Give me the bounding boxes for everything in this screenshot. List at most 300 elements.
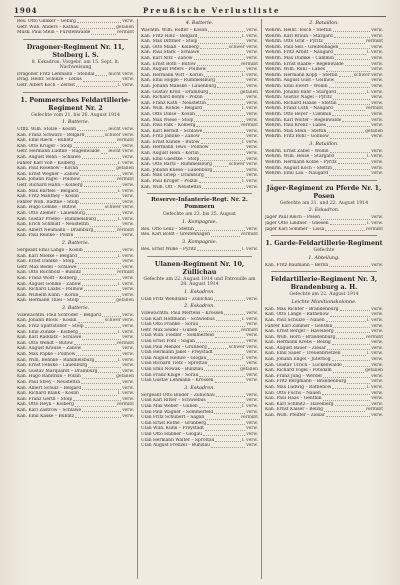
leader-dots (77, 19, 121, 23)
soldier-name: Sergeant Otto Binder – Züllichau (141, 392, 215, 398)
casualty-status: leicht verw. (108, 127, 134, 133)
casualty-status: l. verw. (117, 216, 134, 222)
leader-dots (201, 134, 245, 138)
casualty-entry (141, 185, 258, 191)
soldier-name: Wehrm. Gustav Nagel – Pyritz (265, 95, 332, 101)
soldier-name: Kan. Karl Berndt – Schlawe (141, 128, 203, 134)
casualty-status: l. verw. (366, 220, 383, 226)
soldier-name: Ulan Emil Nowak – Bunzlau (141, 367, 204, 373)
leader-dots (85, 133, 103, 137)
leader-dots (342, 118, 370, 122)
casualty-status: verw. (246, 156, 258, 162)
leader-dots (80, 200, 121, 204)
leader-dots (330, 134, 370, 138)
leader-dots (347, 379, 370, 383)
casualty-status: vermißt (240, 327, 258, 333)
leader-dots (330, 312, 370, 316)
leader-dots (207, 101, 245, 105)
leader-dots (339, 45, 370, 49)
soldier-name: Kan. August Hein – Körlin (141, 151, 199, 157)
soldier-name: Ulan Wilh. Kühn – Freystadt (141, 426, 204, 432)
soldier-name: Kan. Richard Böhm – Polzin (141, 95, 203, 101)
soldier-name: Wehrm. Wilh. Heise – Stargard (265, 154, 334, 160)
leader-dots (210, 145, 246, 149)
casualty-status: verw. (246, 392, 258, 398)
casualty-status: verw. (246, 378, 258, 384)
casualty-status: schwer verw. (104, 205, 134, 211)
text-column-2 (138, 19, 262, 579)
leader-dots (199, 404, 241, 408)
soldier-name: Kan. Otto Lange – Rathenow (265, 312, 329, 318)
casualty-status: l. verw. (117, 357, 134, 363)
soldier-name: Kan. Hermann Krebs – Belzig (265, 340, 331, 346)
leader-dots (200, 151, 245, 155)
casualty-status: verw. (371, 55, 383, 61)
section-divider (271, 180, 377, 181)
soldier-name: Ulan Wilh. Fiedler – Sommerfeld (141, 333, 214, 339)
soldier-name: Kan. Otto Ziemer – Lauenburg (17, 210, 85, 216)
leader-dots (335, 154, 366, 158)
soldier-name: Kan. Fritz Manthey – Köslin (17, 194, 79, 200)
casualty-status: verw. (371, 215, 383, 221)
casualty-status: verw. (371, 357, 383, 363)
casualty-entry (141, 247, 258, 253)
soldier-name: Kan. Karl Mielke – Belgard (17, 253, 78, 259)
casualty-status: l. verw. (366, 154, 383, 160)
soldier-name: Kan. Wilh. Horn – Brandenburg (265, 334, 336, 340)
casualty-status: vermißt (116, 138, 134, 144)
regiment-heading: 1. Garde-Feldartillerie-Regiment (265, 239, 383, 248)
regiment-subheading: Gefechte am 23. bis 25. August (162, 212, 237, 218)
soldier-name: Ulan Fritz Wendland – Züllichau (141, 296, 213, 302)
casualty-status: verw. (371, 379, 383, 385)
leader-dots (338, 160, 371, 164)
casualty-status: schwer verw. (228, 44, 258, 50)
soldier-name: Kan. Richard Laabs – Pollnow (17, 287, 84, 293)
soldier-name: Kan. Otto Heyn – Kolberg (17, 402, 74, 408)
soldier-name: Res. Otto Lenz – Stettin (141, 226, 194, 232)
leader-dots (88, 363, 121, 367)
casualty-status: verw. (122, 194, 134, 200)
leader-dots (214, 297, 245, 301)
casualty-status: verw. (371, 33, 383, 39)
casualty-status: l. verw. (241, 246, 258, 252)
casualty-status: verw. (246, 350, 258, 356)
leader-dots (84, 248, 121, 252)
casualty-status: l. verw. (241, 316, 258, 322)
leader-dots (327, 346, 370, 350)
leader-dots (335, 78, 370, 82)
regiment-section (17, 92, 134, 420)
soldier-name: Kan. Max Bartels – Belgard (17, 188, 79, 194)
casualty-entry (17, 233, 134, 239)
soldier-name: Gefr. Albert Koch – Zerbst (17, 82, 76, 88)
leader-dots (213, 162, 228, 166)
soldier-name: Wehrm. Karl Braun – Stargard (265, 33, 333, 39)
leader-dots (216, 393, 246, 397)
regiment-subheading: 8. Eskadron. Vorgebr. am 15. Sept. lt. Nachweisung (31, 59, 120, 71)
casualty-status: verw. (246, 333, 258, 339)
casualty-status: vermißt (240, 232, 258, 238)
regiment-heading: Ulanen-Regiment Nr. 10, Züllichau (154, 259, 245, 276)
soldier-name: Kan. Fritz Jahnke – Zanow (141, 134, 200, 140)
casualty-status: l. verw. (366, 317, 383, 323)
soldier-name: Kan. Paul Stark – Schlawe (141, 50, 200, 56)
leader-dots (98, 369, 121, 373)
casualty-status: verw. (122, 264, 134, 270)
leader-dots (197, 247, 241, 251)
unit-heading: 3. Eskadron. (184, 385, 215, 391)
casualty-status: verw. (246, 134, 258, 140)
soldier-name: Kan. Max Griep – Dramburg (141, 173, 204, 179)
casualty-status: verw. (246, 55, 258, 61)
casualty-status: verw. (371, 95, 383, 101)
leader-dots (79, 166, 115, 170)
casualty-status: verw. (371, 390, 383, 396)
leader-dots (82, 155, 121, 159)
casualty-status: gefallen (116, 24, 134, 30)
soldier-name: Wehrm. Hermann Kolbe – Pyritz (265, 160, 337, 166)
soldier-name: Ulan Karl Hoffmann – Schwiebus (141, 316, 215, 322)
soldier-name: Kan. Paul Falk – Kolberg (141, 123, 196, 129)
soldier-name: Kan. August Gohlke – Zanow (17, 281, 82, 287)
soldier-name: Jäger Paul Reich – Posen (265, 215, 320, 221)
casualty-entry (17, 30, 134, 36)
leader-dots (79, 293, 121, 297)
regiment-section (265, 180, 383, 232)
soldier-name: Kan. Paul Krüger – Polzin (141, 179, 198, 185)
casualty-status: verw. (371, 262, 383, 268)
soldier-name: Kan. Otto Krüger – Stolp (17, 143, 73, 149)
leader-dots (207, 67, 245, 71)
casualty-status: verw. (246, 173, 258, 179)
unit-heading: 2. Batterie. (61, 240, 90, 246)
leader-dots (216, 317, 241, 321)
regiment-heading: Reserve-Infanterie-Regt. Nr. 2. Pommern (151, 197, 248, 211)
leader-dots (333, 95, 370, 99)
leader-dots (76, 352, 121, 356)
leader-dots (194, 118, 245, 122)
leader-dots (330, 221, 366, 225)
casualty-status: gefallen (116, 166, 134, 172)
soldier-name: Wehrm. Emil Ewert – Wollin (265, 83, 328, 89)
soldier-name: Kan. Johann Block – Köslin (17, 318, 77, 324)
columns-container (14, 19, 386, 579)
soldier-name: Kan. Paul Strey – Neustettin (17, 380, 81, 385)
casualty-status: vermißt (365, 39, 383, 45)
leader-dots (215, 378, 246, 382)
leader-dots (82, 374, 115, 378)
casualty-status: verw. (122, 335, 134, 341)
unit-heading: 4. Batterie. (185, 21, 214, 26)
soldier-name: Ulan Max Weber – Guben (141, 404, 198, 409)
leader-dots (332, 340, 371, 344)
leader-dots (82, 270, 116, 274)
casualty-status: verw. (122, 312, 134, 318)
unit-heading: 1. Eskadron. (184, 289, 215, 295)
leader-dots (75, 414, 121, 418)
casualty-entry (265, 413, 383, 419)
casualty-status: verw. (246, 372, 258, 378)
soldier-name: Kan. Franz Kath – Neustettin (141, 100, 206, 106)
casualty-status: verw. (246, 339, 258, 345)
casualty-status: l. verw. (117, 82, 134, 88)
casualty-status: verw. (371, 312, 383, 318)
soldier-name: Kan. Paul Schulze – Nauen (265, 317, 325, 323)
casualty-status: verw. (122, 155, 134, 161)
leader-dots (79, 189, 117, 193)
soldier-name: Ulan Karl Ritter – Schwiebus (141, 398, 206, 404)
soldier-name: Ulan Ernst Pohl – Sagan (141, 339, 196, 345)
casualty-entry (141, 232, 258, 238)
leader-dots (79, 330, 117, 334)
soldier-name: Kan. Fritz Baumann – Berlin (265, 262, 329, 268)
casualty-status: verw. (122, 413, 134, 419)
casualty-status: leicht verw. (108, 71, 134, 77)
leader-dots (199, 373, 245, 377)
casualty-status: verw. (371, 117, 383, 123)
leader-dots (200, 45, 228, 49)
casualty-status: verw. (371, 323, 383, 329)
casualty-status: verw. (246, 443, 258, 449)
leader-dots (75, 402, 116, 406)
casualty-entry (265, 263, 383, 269)
casualty-status: verw. (122, 380, 134, 385)
soldier-name: Wehrm. August Koch – Stettin (265, 165, 332, 171)
regiment-section (265, 271, 383, 418)
leader-dots (339, 73, 353, 77)
leader-dots (204, 367, 239, 371)
soldier-name: Res. Ernst Wilke – Pyritz (141, 246, 196, 252)
leader-dots (82, 282, 117, 286)
unit-heading: 3. Batterie. (61, 305, 90, 311)
soldier-name: Fahrer Wilh. Radtke – Stolp (17, 199, 79, 205)
casualty-status: verw. (246, 39, 258, 45)
soldier-name: Kan. Emil Rieck – Bublitz (17, 138, 74, 144)
casualty-status: schwer verw. (228, 344, 258, 350)
casualty-status: schwer verw. (353, 72, 383, 78)
soldier-name: Kan. Otto Fuchs – Nauen (265, 390, 321, 396)
leader-dots (80, 391, 117, 395)
soldier-name: Kan. Emil Zühlke – Kolberg (17, 329, 78, 335)
casualty-status: gefallen (116, 298, 134, 304)
soldier-name: Ulan Fritz Schubert – Sagan (141, 415, 205, 421)
soldier-name: Kan. Max Ludwig – Rathenow (265, 385, 332, 391)
leader-dots (204, 73, 241, 77)
casualty-status: schwer verw. (104, 132, 134, 138)
soldier-name: Wehrm. Fritz Bohl – Gollnow (265, 134, 329, 140)
casualty-status: verw. (246, 409, 258, 415)
leader-dots (83, 77, 121, 81)
section-divider (271, 235, 377, 236)
casualty-entry (17, 298, 134, 304)
page-title: Preußische Verlustliste (143, 5, 281, 15)
casualty-status: verw. (371, 44, 383, 50)
casualty-status: verw. (122, 407, 134, 413)
casualty-status: verw. (246, 398, 258, 404)
casualty-status: l. verw. (241, 355, 258, 361)
casualty-status: verw. (246, 50, 258, 56)
leader-dots (345, 62, 371, 66)
soldier-name: Wehrm. Hermann Kopp – Stettin (265, 72, 338, 78)
leader-dots (76, 83, 117, 87)
soldier-name: Kan. Johann Manske – Lauenburg (141, 83, 217, 89)
unit-heading: 1. Abteilung. (308, 255, 340, 261)
leader-dots (195, 227, 245, 231)
soldier-name: Ulan Richard Tietz – Sprottau (141, 361, 208, 367)
casualty-status: verw. (122, 259, 134, 265)
casualty-status: verw. (371, 123, 383, 129)
leader-dots (324, 407, 364, 411)
leader-dots (327, 123, 370, 127)
casualty-status: vermißt (116, 270, 134, 276)
leader-dots (80, 298, 115, 302)
casualty-status: verw. (371, 111, 383, 117)
casualty-status: verw. (371, 329, 383, 335)
regiment-subheading: Gefechte am 22. August 1914 (289, 292, 359, 298)
soldier-name: Kan. Ernst Wegner – Zanow (17, 171, 80, 177)
casualty-status: verw. (371, 83, 383, 89)
leader-dots (205, 173, 245, 177)
casualty-status: verw. (246, 111, 258, 117)
leader-dots (75, 259, 121, 263)
soldier-name: Kan. Otto Bartz – Rummelsburg (141, 162, 212, 168)
soldier-name: Kan. Hermann Tews – Pollnow (141, 145, 209, 151)
casualty-status: verw. (122, 199, 134, 205)
soldier-name: Kan. Otto Buchholz – Bublitz (17, 270, 81, 276)
leader-dots (334, 106, 365, 110)
leader-dots (196, 339, 245, 343)
soldier-name: Gefr. Hermann Lüdtke – Rügenwalde (17, 149, 100, 155)
casualty-status: vermißt (365, 106, 383, 112)
casualty-status: l. verw. (241, 404, 258, 409)
soldier-name: Kan. Franz Schwarz – Belgard (17, 132, 85, 138)
soldier-name: Ulan Gustav Lehmann – Krossen (141, 378, 214, 384)
regiment-section (141, 193, 258, 252)
casualty-status: gefallen (365, 128, 383, 134)
casualty-status: schwer verw. (104, 318, 134, 324)
soldier-name: Vizewachtm. Paul Mertens – Krossen (141, 311, 224, 317)
leader-dots (343, 363, 370, 367)
soldier-name: Kan. Richard Blank – Köslin (17, 391, 79, 397)
leader-dots (77, 127, 107, 131)
casualty-status: verw. (122, 363, 134, 369)
soldier-name: Wehrm. Max Dumke – Cammin (265, 55, 334, 61)
casualty-status: l. verw. (241, 106, 258, 112)
casualty-status: verw. (122, 287, 134, 293)
leader-dots (78, 318, 104, 322)
casualty-status: verw. (246, 420, 258, 426)
leader-dots (332, 112, 370, 116)
casualty-status: verw. (371, 401, 383, 407)
section-divider (23, 92, 128, 93)
casualty-status: verw. (371, 160, 383, 166)
text-column-3 (262, 19, 386, 579)
leader-dots (335, 56, 370, 60)
unit-heading: 3. Bataillon. (309, 141, 339, 147)
leader-dots (198, 34, 241, 38)
regiment-section (17, 39, 134, 89)
casualty-status: l. verw. (366, 89, 383, 95)
casualty-status: verw. (371, 171, 383, 177)
regiment-subheading: Gefechte vom 21. bis 26. August 1914 (31, 112, 120, 118)
casualty-entry (17, 414, 134, 420)
regiment-subheading: Gefechte am 22. August 1914 und Patrouille am 28. August 1914 (143, 276, 256, 287)
casualty-status: l. verw. (117, 188, 134, 194)
leader-dots (97, 217, 117, 221)
soldier-name: Gefr. Max Seidel – Guben (141, 327, 198, 333)
leader-dots (324, 39, 365, 43)
leader-dots (95, 72, 107, 76)
regiment-section (141, 21, 258, 190)
regiment-heading: 1. Pommersches Feldartillerie-Regiment Nr. 2 (20, 95, 131, 112)
leader-dots (333, 324, 370, 328)
casualty-status: verw. (122, 171, 134, 177)
casualty-status: l. verw. (241, 139, 258, 145)
regiment-subheading: Gefechte am 21. und 22. August 1914 (279, 200, 369, 206)
regiment-section (265, 21, 383, 177)
soldier-name: Kan. Wilh. Pfeiffer – Ziesar (265, 413, 325, 418)
leader-dots (332, 385, 366, 389)
leader-dots (217, 84, 245, 88)
soldier-name: Wehrm. Emil Lau – Naugard (265, 171, 329, 177)
soldier-name: Jäger Karl Sommer – Lissa (265, 226, 325, 232)
soldier-name: Gefr. Max Redel – Schlawe (17, 264, 77, 270)
unit-heading: 2. Eskadron. (308, 208, 340, 214)
leader-dots (82, 408, 121, 412)
leader-dots (198, 39, 245, 43)
leader-dots (322, 391, 370, 395)
soldier-name: Vizewachtm. Paul Schröder – Belgard (17, 312, 101, 318)
casualty-status: verw. (122, 183, 134, 188)
casualty-status: verw. (371, 413, 383, 418)
leader-dots (90, 222, 121, 226)
soldier-name: Ulan August Heinze – Glogau (141, 355, 207, 361)
casualty-status: verw. (246, 78, 258, 84)
soldier-name: Jäger Otto Lindner – Gnesen (265, 220, 329, 226)
leader-dots (214, 350, 245, 354)
soldier-name: Kan. Hugo Ramthun – Polzin (17, 374, 81, 380)
soldier-name: Kan. Johann Engel – Jüterbog (265, 357, 331, 363)
soldier-name: Kan. August Bohn – Schlawe (17, 155, 81, 161)
text-column-1 (14, 19, 138, 579)
leader-dots (337, 90, 366, 94)
casualty-status: verw. (122, 352, 134, 358)
soldier-name: Kan. Franz Gerth – Stolp (17, 396, 73, 402)
soldier-name: Fahrer Karl Zimmer – Genthin (265, 323, 333, 329)
casualty-status: verw. (246, 167, 258, 173)
soldier-name: Wehrm. Ernst Raabe – Regenwalde (265, 61, 344, 67)
soldier-name: Wehrm. Johann Bahr – Stargard (265, 89, 337, 95)
leader-dots (197, 62, 240, 66)
regiment-subheading: Gefechte (313, 248, 335, 254)
leader-dots (78, 265, 122, 269)
leader-dots (203, 106, 241, 110)
casualty-status: verw. (246, 151, 258, 157)
leader-dots (208, 345, 228, 349)
casualty-status: l. verw. (117, 281, 134, 287)
soldier-name: Kan. Erich Schmidt – Neustettin (17, 222, 89, 228)
leader-dots (333, 368, 364, 372)
soldier-name: Gefr. Richard Hahn – Kolberg (17, 183, 83, 188)
leader-dots (204, 95, 246, 99)
casualty-status: verw. (122, 292, 134, 298)
casualty-status: verw. (246, 322, 258, 328)
regiment-section (265, 235, 383, 268)
leader-dots (342, 351, 366, 355)
leader-dots (86, 211, 121, 215)
soldier-name: Ulan Otto Hübner – Glogau (141, 431, 202, 437)
